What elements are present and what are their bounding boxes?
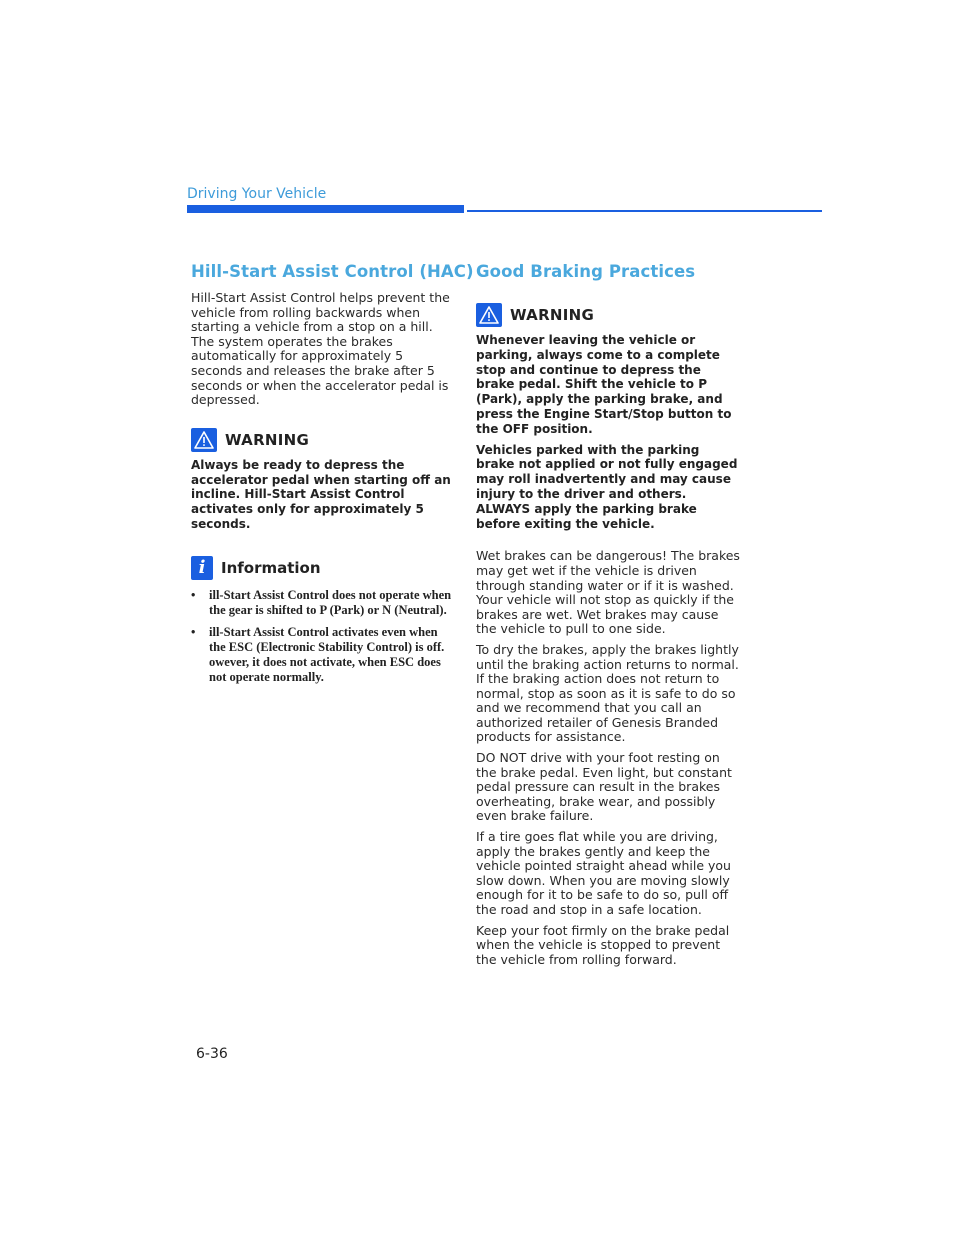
braking-warning-label: WARNING (510, 306, 595, 324)
bullet: • (191, 587, 196, 602)
braking-paragraph: To dry the brakes, apply the brakes lightly until the braking action returns to normal. If the braking action does not return to normal, stop as soon as it is safe to do so and we recommend that you call an authorized retailer of Genesis Branded products for assistance. (476, 641, 739, 745)
list-item (191, 588, 456, 618)
hac-warning-label: WARNING (225, 430, 310, 449)
hac-body: Hill-Start Assist Control helps prevent the vehicle from rolling backwards when starting a vehicle from a stop on a hill. The system operates the brakes automatically for approximately 5 seconds and releases the brake after 5 seconds or when the accelerator pedal is depressed. (191, 290, 450, 408)
hac-info-label: Information (221, 558, 321, 577)
header-rule-thin (467, 210, 822, 212)
bullet: • (191, 625, 196, 640)
info-item-text: ill-Start Assist Control does not operate when the gear is shifted to P (Park) or N (Neutral). (209, 587, 452, 617)
hac-info-header (191, 556, 456, 580)
warning-triangle-icon (191, 428, 217, 452)
page-number: 6-36 (196, 1046, 228, 1062)
hac-warning-text: Always be ready to depress the accelerator pedal when starting off an incline. Hill-Start Assist Control activates only for approximately 5 seconds. (191, 457, 451, 531)
info-item-text: ill-Start Assist Control activates even when the ESC (Electronic Stability Control) is off. owever, it does not activate, when ESC does not operate normally. (209, 625, 445, 684)
braking-paragraph: Keep your foot firmly on the brake pedal when the vehicle is stopped to prevent the vehicle from rolling forward. (476, 922, 730, 967)
info-icon: i (191, 556, 213, 580)
warning-triangle-icon (476, 303, 502, 327)
braking-heading: Good Braking Practices (476, 262, 696, 281)
right-column (476, 262, 741, 973)
hac-info-list (191, 588, 456, 685)
hac-warning-header (191, 428, 456, 452)
braking-warning-text-1: Whenever leaving the vehicle or parking, always come to a complete stop and continue to depress the brake pedal. Shift the vehicle to P (Park), apply the parking brake, and press the Engine Start/Stop button to the OFF position. (476, 333, 732, 436)
page-header-title: Driving Your Vehicle (187, 186, 327, 202)
braking-paragraph: If a tire goes flat while you are driving, apply the brakes gently and keep the vehicle pointed straight ahead while you slow down. When you are moving slowly enough for it to be safe to do so, pull off the road and stop in a safe location. (476, 829, 731, 918)
braking-paragraph: DO NOT drive with your foot resting on the brake pedal. Even light, but constant pedal pressure can result in the brakes overheating, brake wear, and possibly even brake failure. (476, 750, 732, 824)
list-item (191, 625, 456, 684)
braking-warning-header (476, 303, 741, 327)
braking-paragraph: Wet brakes can be dangerous! The brakes may get wet if the vehicle is driven through standing water or if it is washed. Your vehicle will not stop as quickly if the brakes are wet. Wet brakes may cause the vehicle to pull to one side. (476, 548, 740, 637)
hac-heading: Hill-Start Assist Control (HAC) (191, 262, 474, 281)
braking-warning-text-2: Vehicles parked with the parking brake not applied or not fully engaged may roll inadvertently and may cause injury to the driver and others. ALWAYS apply the parking brake before exiting the vehicle. (476, 442, 738, 531)
left-column (191, 262, 474, 693)
header-rule-thick (187, 205, 464, 213)
